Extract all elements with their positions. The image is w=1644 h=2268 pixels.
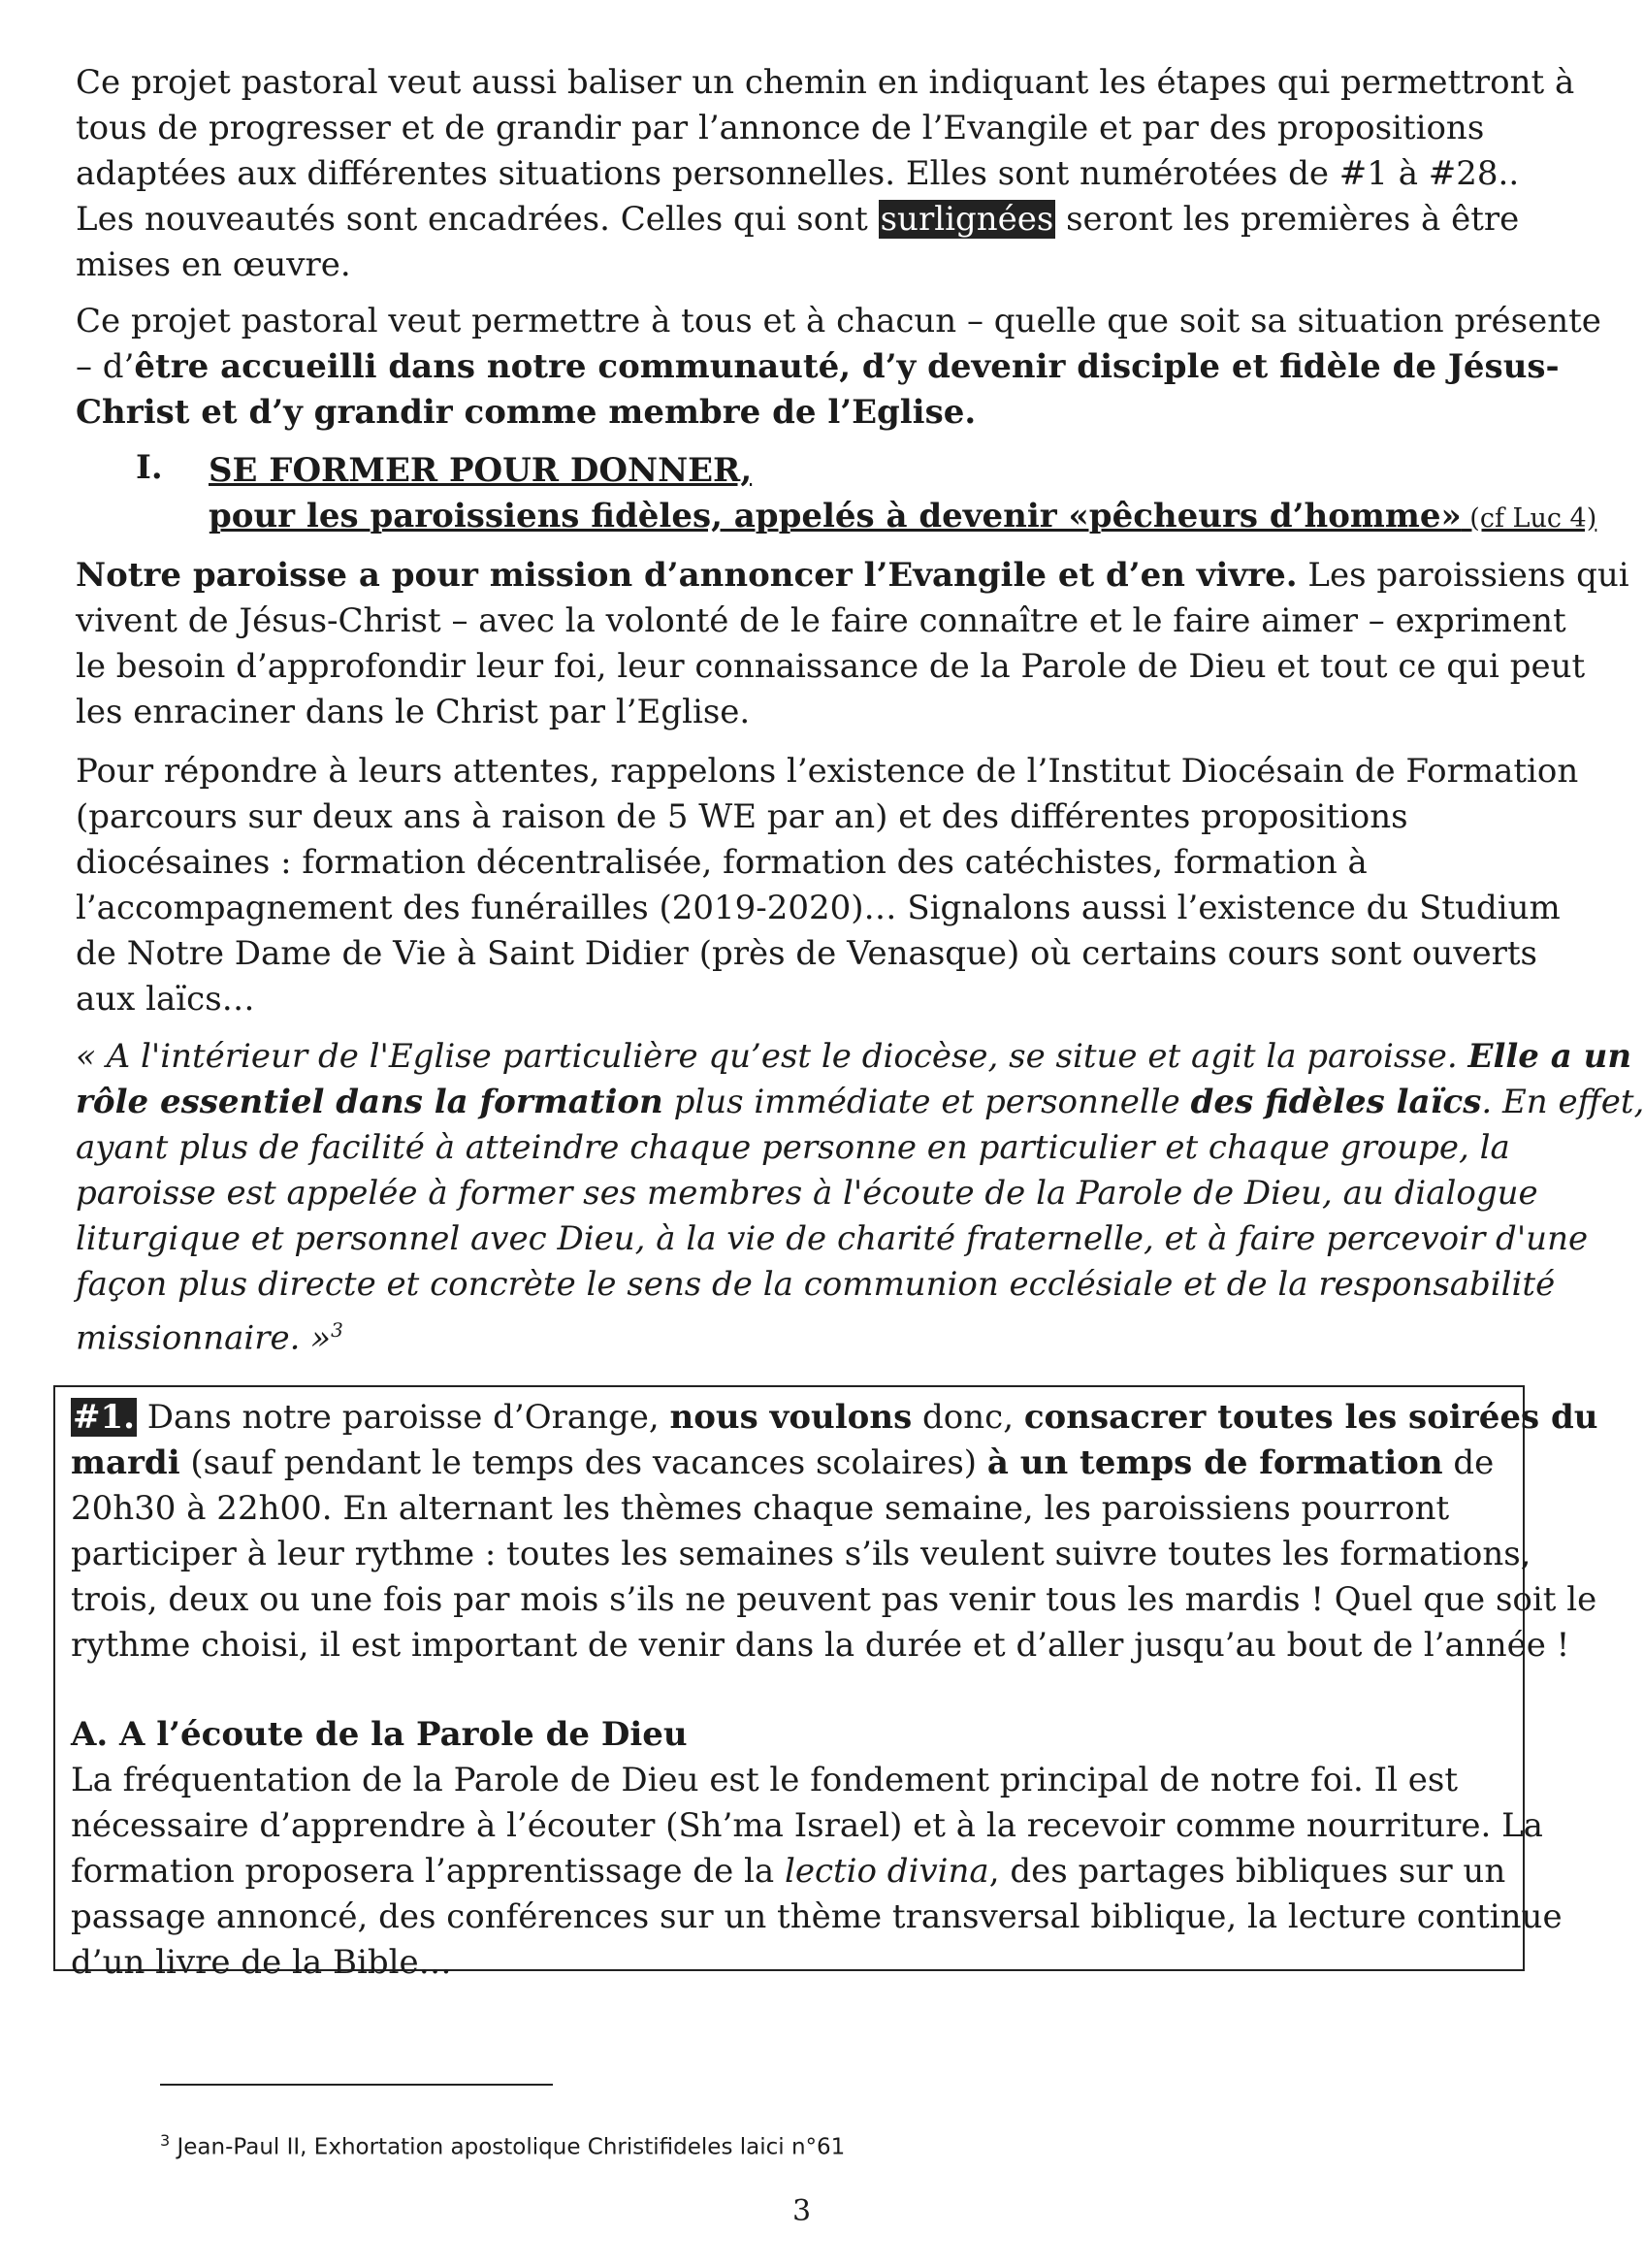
text-line: d’un livre de la Bible… xyxy=(71,1943,452,1982)
section-number: I. xyxy=(136,448,163,487)
section-heading xyxy=(209,448,1596,541)
text-line: formation proposera l’apprentissage de la lectio divina, des partages bibliques sur un xyxy=(71,1852,1506,1891)
text-line: l’accompagnement des funérailles (2019-2020)… Signalons aussi l’existence du Studium xyxy=(76,889,1561,927)
text-line: les enraciner dans le Christ par l’Eglise. xyxy=(76,693,751,731)
intro-paragraph xyxy=(76,60,1575,288)
text-line: vivent de Jésus-Christ – avec la volonté de le faire connaître et le faire aimer – expriment xyxy=(76,601,1566,640)
text-line: Notre paroisse a pour mission d’annoncer l’Evangile et d’en vivre. Les paroissiens qui xyxy=(76,556,1629,595)
text-line: paroisse est appelée à former ses membres à l'écoute de la Parole de Dieu, au dialogue xyxy=(76,1174,1538,1213)
quotation xyxy=(76,1034,1644,1361)
text-line: Pour répondre à leurs attentes, rappelons l’existence de l’Institut Diocésain de Formation xyxy=(76,752,1579,791)
framed-proposal-box xyxy=(53,1385,1598,1982)
text-line: missionnaire. »$^3$ xyxy=(76,1318,343,1358)
text-line: Les nouveautés sont encadrées. Celles qui sont surlignées seront les premières à être xyxy=(76,200,1520,239)
text-line: trois, deux ou une fois par mois s’ils ne peuvent pas venir tous les mardis ! Quel que soit le xyxy=(71,1580,1597,1619)
subsection-heading: A. A l’écoute de la Parole de Dieu xyxy=(71,1715,688,1754)
text-line: passage annoncé, des conférences sur un thème transversal biblique, la lecture continue xyxy=(71,1897,1563,1936)
proposal-number-badge: #1. xyxy=(73,1398,135,1437)
section-title: SE FORMER POUR DONNER, xyxy=(209,451,753,490)
text-line: rythme choisi, il est important de venir dans la durée et d’aller jusqu’au bout de l’année ! xyxy=(71,1626,1570,1665)
text-line: (parcours sur deux ans à raison de 5 WE par an) et des différentes propositions xyxy=(76,797,1408,836)
text-line: adaptées aux différentes situations personnelles. Elles sont numérotées de #1 à #28.. xyxy=(76,154,1520,193)
welcome-paragraph xyxy=(76,299,1601,436)
mission-paragraph xyxy=(76,553,1629,735)
text-line: #1. Dans notre paroisse d’Orange, nous voulons donc, consacrer toutes les soirées du xyxy=(73,1398,1598,1437)
footnote-separator xyxy=(160,2084,553,2086)
text-line: diocésaines : formation décentralisée, formation des catéchistes, formation à xyxy=(76,843,1368,882)
subsection xyxy=(71,1712,1563,1986)
text-line: mardi (sauf pendant le temps des vacances scolaires) à un temps de formation de xyxy=(71,1443,1495,1482)
text-line: nécessaire d’apprendre à l’écouter (Sh’ma Israel) et à la recevoir comme nourriture. La xyxy=(71,1806,1543,1845)
footnote-marker: 3 xyxy=(331,1318,343,1342)
text-line: « A l'intérieur de l'Eglise particulière qu’est le diocèse, se situe et agit la paroisse. Elle a un xyxy=(76,1037,1632,1076)
text-line: de Notre Dame de Vie à Saint Didier (près de Venasque) où certains cours sont ouverts xyxy=(76,934,1537,973)
text-line: 20h30 à 22h00. En alternant les thèmes chaque semaine, les paroissiens pourront xyxy=(71,1489,1450,1528)
footnote: $^3$ Jean-Paul II, Exhortation apostolique Christifideles laici n°61 xyxy=(160,2131,846,2160)
page-number: 3 xyxy=(791,2194,812,2228)
text-line: Ce projet pastoral veut aussi baliser un chemin en indiquant les étapes qui permettront à xyxy=(76,63,1575,102)
text-line: aux laïcs… xyxy=(76,980,255,1019)
text-line: – d’être accueilli dans notre communauté, d’y devenir disciple et fidèle de Jésus- xyxy=(76,347,1560,386)
text-line: tous de progresser et de grandir par l’annonce de l’Evangile et par des propositions xyxy=(76,109,1485,147)
text-line: ayant plus de facilité à atteindre chaque personne en particulier et chaque groupe, la xyxy=(76,1128,1510,1167)
scripture-reference: (cf Luc 4) xyxy=(1461,503,1597,534)
text-line: participer à leur rythme : toutes les semaines s’ils veulent suivre toutes les formations, xyxy=(71,1535,1531,1573)
formation-paragraph xyxy=(76,749,1579,1022)
text-line: façon plus directe et concrète le sens de la communion ecclésiale et de la responsabilité xyxy=(76,1265,1556,1304)
text-line: liturgique et personnel avec Dieu, à la vie de charité fraternelle, et à faire percevoir d'une xyxy=(76,1219,1589,1258)
section-subtitle: pour les paroissiens fidèles, appelés à devenir «pêcheurs d’homme» (cf Luc 4) xyxy=(209,497,1597,535)
proposal-paragraph xyxy=(71,1395,1598,1669)
text-line: mises en œuvre. xyxy=(76,245,351,284)
highlighted-word: surlignées xyxy=(880,200,1054,239)
text-line: rôle essentiel dans la formation plus immédiate et personnelle des fidèles laïcs. En effet, xyxy=(76,1083,1644,1121)
text-line: La fréquentation de la Parole de Dieu est le fondement principal de notre foi. Il est xyxy=(71,1761,1459,1799)
text-line: le besoin d’approfondir leur foi, leur connaissance de la Parole de Dieu et tout ce qui peut xyxy=(76,647,1586,686)
text-line: Christ et d’y grandir comme membre de l’Eglise. xyxy=(76,393,977,432)
text-line: Ce projet pastoral veut permettre à tous et à chacun – quelle que soit sa situation présente xyxy=(76,302,1601,340)
